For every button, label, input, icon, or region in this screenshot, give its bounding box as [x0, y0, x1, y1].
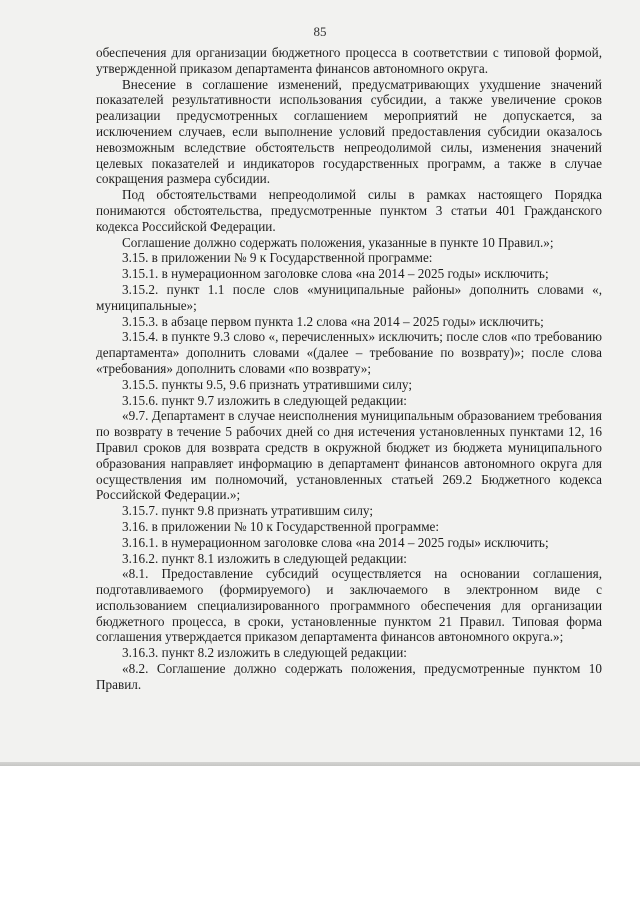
paragraph: 3.15.2. пункт 1.1 после слов «муниципальные районы» дополнить словами «, муниципальные»;	[96, 281, 602, 313]
paragraph: 3.15. в приложении № 9 к Государственной программе:	[122, 250, 433, 266]
paragraph: «9.7. Департамент в случае неисполнения муниципальным образованием требования по возврату в течение 5 рабочих дней со дня истечения установленных пунктами 12, 16 Правил сроков для возврата средств в окружной бюджет из бюджета муниципального образования направляет информацию в департамент финансов автономного округа для осуществления им полномочий, установленных статьей 269.2 Бюджетного кодекса Российской Федерации.»;	[96, 408, 602, 503]
paragraph: 3.16.1. в нумерационном заголовке слова «на 2014 – 2025 годы» исключить;	[122, 534, 549, 550]
paragraph: Соглашение должно содержать положения, указанные в пункте 10 Правил.»;	[122, 234, 554, 250]
paragraph: 3.16. в приложении № 10 к Государственной программе:	[122, 518, 440, 534]
paragraph: 3.15.4. в пункте 9.3 слово «, перечисленных» исключить; после слов «по требованию департамента» дополнить словами «(далее – требование по возврату)»; после слова «требования» дополнить словами «по возврату»;	[96, 329, 602, 376]
paragraph: «8.2. Соглашение должно содержать положения, предусмотренные пунктом 10 Правил.	[96, 661, 602, 692]
paragraph: 3.16.2. пункт 8.1 изложить в следующей редакции:	[122, 550, 407, 566]
paragraph: «8.1. Предоставление субсидий осуществляется на основании соглашения, подготавливаемого (формируемого) и заключаемого в электронном виде с использованием специализированного программного обеспечения для организации бюджетного процесса, в сроки, установленные пунктом 21 Правил. Типовая форма соглашения утверждается приказом департамента финансов автономного округа.»;	[96, 566, 602, 645]
page-number: 85	[313, 24, 327, 39]
scan-bottom-edge	[0, 762, 640, 766]
paragraph: 3.15.5. пункты 9.5, 9.6 признать утратившими силу;	[122, 376, 413, 392]
document-body	[96, 45, 602, 693]
paragraph: 3.15.7. пункт 9.8 признать утратившим силу;	[122, 503, 374, 519]
paragraph: 3.15.3. в абзаце первом пункта 1.2 слова «на 2014 – 2025 годы» исключить;	[122, 313, 544, 329]
paragraph: обеспечения для организации бюджетного процесса в соответствии с типовой формой, утвержденной приказом департамента финансов автономного округа.	[96, 45, 602, 76]
paragraph: Внесение в соглашение изменений, предусматривающих ухудшение значений показателей результативности использования субсидии, а также увеличение сроков реализации предусмотренных соглашением мероприятий не допускается, за исключением случаев, если выполнение условий предоставления субсидии оказалось невозможным вследствие обстоятельств непреодолимой силы, изменения значений целевых показателей и индикаторов государственных программ, а также в случае сокращения размера субсидии.	[96, 76, 602, 187]
paragraph: 3.15.6. пункт 9.7 изложить в следующей редакции:	[122, 392, 407, 408]
paragraph: Под обстоятельствами непреодолимой силы в рамках настоящего Порядка понимаются обстоятельства, предусмотренные пунктом 3 статьи 401 Гражданского кодекса Российской Федерации.	[96, 187, 602, 234]
paragraph: 3.16.3. пункт 8.2 изложить в следующей редакции:	[122, 645, 407, 661]
paragraph: 3.15.1. в нумерационном заголовке слова «на 2014 – 2025 годы» исключить;	[122, 266, 549, 282]
